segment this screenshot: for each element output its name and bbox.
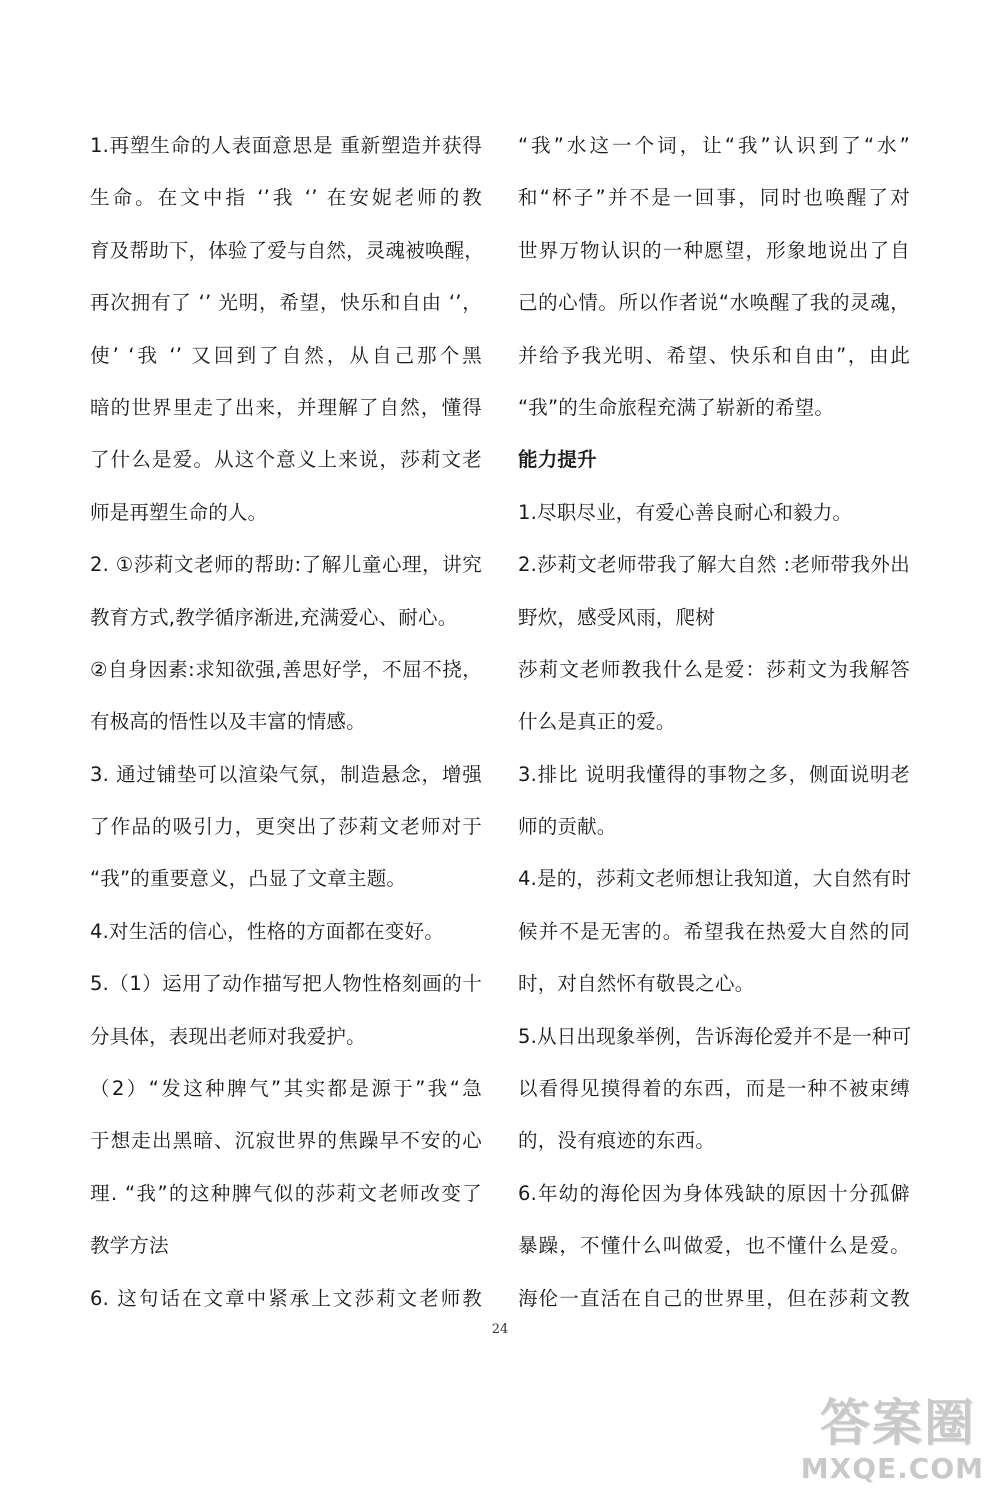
text-line: 教育方式,教学循序渐进,充满爱心、耐心。 [90,605,458,629]
text-line: 师是再塑生命的人。 [90,500,268,524]
text-line: 暴躁，不懂什么叫做爱，也不懂什么是爱。 [518,1234,910,1258]
text-line: 6.年幼的海伦因为身体残缺的原因十分孤僻 [518,1181,910,1205]
text-line: 3. 通过铺垫可以渲染气氛，制造悬念，增强 [90,762,482,786]
text-line: 候并不是无害的。希望我在热爱大自然的同 [518,919,910,943]
right-column [518,120,910,1325]
text-line: 6. 这句话在文章中紧承上文莎莉文老师教 [90,1286,482,1310]
text-line: 什么是真正的爱。 [518,710,676,734]
text-line: 了作品的吸引力，更突出了莎莉文老师对于 [90,815,482,839]
text-line: 了什么是爱。从这个意义上来说，莎莉文老 [90,448,482,472]
text-line: 师的贡献。 [518,815,617,839]
text-line: 己的心情。所以作者说“水唤醒了我的灵魂， [518,291,910,315]
text-line: 2.莎莉文老师带我了解大自然 :老师带我外出 [518,553,910,577]
text-line: ②自身因素:求知欲强,善思好学，不屈不挠， [90,657,482,681]
text-line: 海伦一直活在自己的世界里，但在莎莉文教 [518,1286,910,1310]
text-line: （2）“发这种脾气”其实都是源于”我“急 [90,1077,482,1101]
text-line: 使’ ‘我 ‘’ 又回到了自然，从自己那个黑 [90,343,482,367]
text-line: 野炊，感受风雨，爬树 [518,605,716,629]
text-line: “我”的生命旅程充满了崭新的希望。 [518,395,835,419]
watermark-title: 答案圈 [820,1394,976,1452]
text-line: 于想走出黑暗、沉寂世界的焦躁早不安的心 [90,1129,482,1153]
page-number: 24 [491,1322,509,1337]
text-line: 再次拥有了 ‘’ 光明，希望，快乐和自由 ‘’， [90,291,482,315]
text-line: 1.再塑生命的人表面意思是 重新塑造并获得 [90,134,482,157]
text-line: 1.尽职尽业，有爱心善良耐心和毅力。 [518,500,853,524]
text-line: 生命。在文中指 ‘’我 ‘’ 在安妮老师的教 [90,186,482,210]
left-column [90,120,485,1325]
text-line: 4.对生活的信心，性格的方面都在变好。 [90,919,444,943]
text-line: 以看得见摸得着的东西，而是一种不被束缚 [518,1077,910,1101]
text-line: 育及帮助下，体验了爱与自然，灵魂被唤醒， [90,238,485,262]
text-line: 2. ①莎莉文老师的帮助:了解儿童心理，讲究 [90,553,482,577]
text-line: 并给予我光明、希望、快乐和自由”，由此 [518,343,910,367]
text-line: “我”水这一个词，让“我”认识到了“水” [518,134,910,157]
text-line: 5.从日出现象举例，告诉海伦爱并不是一种可 [518,1024,912,1048]
text-line: 的，没有痕迹的东西。 [518,1129,716,1153]
text-line: 暗的世界里走了出来，并理解了自然，懂得 [90,395,482,419]
text-line: 和“杯子”并不是一回事，同时也唤醒了对 [518,186,910,210]
text-line: 莎莉文老师教我什么是爱：莎莉文为我解答 [518,657,910,681]
text-line: 有极高的悟性以及丰富的情感。 [90,710,366,734]
text-line: 4.是的，莎莉文老师想让我知道，大自然有时 [518,867,912,891]
text-line: 5.（1）运用了动作描写把人物性格刻画的十 [90,972,482,996]
text-line: 理. “我”的这种脾气似的莎莉文老师改变了 [90,1181,482,1205]
text-line: 3.排比 说明我懂得的事物之多，侧面说明老 [518,762,910,786]
section-heading: 能力提升 [518,448,597,472]
text-line: 分具体，表现出老师对我爱护。 [90,1024,366,1048]
text-line: 时，对自然怀有敬畏之心。 [518,972,755,996]
watermark-logo [790,1395,990,1487]
text-line: “我”的重要意义，凸显了文章主题。 [90,867,407,891]
watermark-domain: MXQE.COM [800,1452,984,1485]
text-line: 教学方法 [90,1234,169,1258]
text-line: 世界万物认识的一种愿望，形象地说出了自 [518,238,910,262]
